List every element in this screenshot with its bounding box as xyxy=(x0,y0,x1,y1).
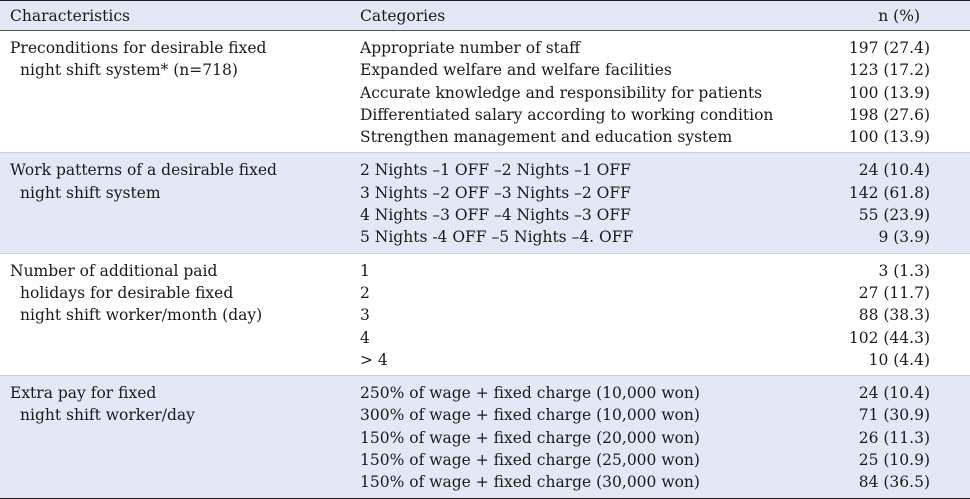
value-cell: 123 (17.2) xyxy=(848,61,930,80)
table-row xyxy=(360,204,970,226)
header-categories: Categories xyxy=(360,6,446,25)
group-label-line: Preconditions for desirable fixed xyxy=(10,39,267,57)
value-cell: 102 (44.3) xyxy=(848,328,930,347)
table-row xyxy=(360,59,970,81)
group-label-line: holidays for desirable fixed xyxy=(20,283,234,302)
value-cell: 55 (23.9) xyxy=(858,206,930,225)
table-row xyxy=(360,260,970,282)
header-n-pct: n (%) xyxy=(878,6,920,25)
table-header xyxy=(0,1,970,31)
table-row xyxy=(360,427,970,449)
header-characteristics: Characteristics xyxy=(10,6,130,25)
value-cell: 24 (10.4) xyxy=(858,161,930,180)
value-cell: 27 (11.7) xyxy=(858,283,930,302)
category-cell: 150% of wage + fixed charge (30,000 won) xyxy=(360,473,700,492)
table-row xyxy=(360,226,970,248)
group-extra-pay xyxy=(0,376,970,498)
group-preconditions xyxy=(0,31,970,153)
category-cell: Expanded welfare and welfare facilities xyxy=(360,61,672,80)
group-label xyxy=(0,260,360,371)
value-cell: 100 (13.9) xyxy=(848,128,930,147)
value-cell: 198 (27.6) xyxy=(848,105,930,124)
category-cell: Accurate knowledge and responsibility for patients xyxy=(360,83,763,102)
table-row xyxy=(360,159,970,181)
group-label-line: night shift worker/month (day) xyxy=(20,306,263,325)
value-cell: 26 (11.3) xyxy=(858,428,930,447)
table-row xyxy=(360,471,970,493)
table-row xyxy=(360,304,970,326)
category-cell: Appropriate number of staff xyxy=(360,39,581,57)
category-cell: 4 Nights –3 OFF –4 Nights –3 OFF xyxy=(360,206,631,225)
group-label-line: Work patterns of a desirable fixed xyxy=(10,161,277,180)
category-cell: Differentiated salary according to working condition xyxy=(360,105,774,124)
table-row xyxy=(360,349,970,371)
category-cell: 3 xyxy=(360,306,370,325)
group-label-line: Number of additional paid xyxy=(10,261,218,280)
table-row xyxy=(360,37,970,59)
value-cell: 9 (3.9) xyxy=(878,228,930,247)
table-row xyxy=(360,282,970,304)
category-cell: 5 Nights -4 OFF –5 Nights –4. OFF xyxy=(360,228,634,247)
category-cell: 1 xyxy=(360,261,370,280)
category-cell: 150% of wage + fixed charge (20,000 won) xyxy=(360,428,700,447)
table-row xyxy=(360,104,970,126)
table-row xyxy=(360,382,970,404)
group-label xyxy=(0,382,360,493)
category-cell: Strengthen management and education system xyxy=(360,128,733,147)
category-cell: 2 Nights –1 OFF –2 Nights –1 OFF xyxy=(360,161,631,180)
value-cell: 100 (13.9) xyxy=(848,83,930,102)
table-row xyxy=(360,182,970,204)
group-work-patterns xyxy=(0,153,970,253)
category-cell: 300% of wage + fixed charge (10,000 won) xyxy=(360,406,700,425)
group-label-line: night shift system xyxy=(20,183,161,202)
value-cell: 24 (10.4) xyxy=(858,384,930,403)
group-label-line: Extra pay for fixed xyxy=(10,384,157,403)
category-cell: 3 Nights –2 OFF –3 Nights –2 OFF xyxy=(360,183,631,202)
group-label-line: night shift system* (n=718) xyxy=(20,61,238,80)
value-cell: 88 (38.3) xyxy=(858,306,930,325)
table-row xyxy=(360,126,970,148)
value-cell: 142 (61.8) xyxy=(848,183,930,202)
value-cell: 25 (10.9) xyxy=(858,451,930,470)
value-cell: 197 (27.4) xyxy=(848,39,930,57)
group-label xyxy=(0,37,360,148)
table-row xyxy=(360,404,970,426)
category-cell: 2 xyxy=(360,283,370,302)
group-label-line: night shift worker/day xyxy=(20,406,195,425)
table-row xyxy=(360,449,970,471)
value-cell: 84 (36.5) xyxy=(858,473,930,492)
value-cell: 3 (1.3) xyxy=(878,261,930,280)
category-cell: 250% of wage + fixed charge (10,000 won) xyxy=(360,384,700,403)
group-label xyxy=(0,159,360,248)
group-paid-holidays xyxy=(0,254,970,376)
category-cell: 4 xyxy=(360,328,370,347)
category-cell: 150% of wage + fixed charge (25,000 won) xyxy=(360,451,700,470)
value-cell: 71 (30.9) xyxy=(858,406,930,425)
category-cell: > 4 xyxy=(360,350,388,369)
table-row xyxy=(360,82,970,104)
value-cell: 10 (4.4) xyxy=(868,350,930,369)
table-row xyxy=(360,327,970,349)
